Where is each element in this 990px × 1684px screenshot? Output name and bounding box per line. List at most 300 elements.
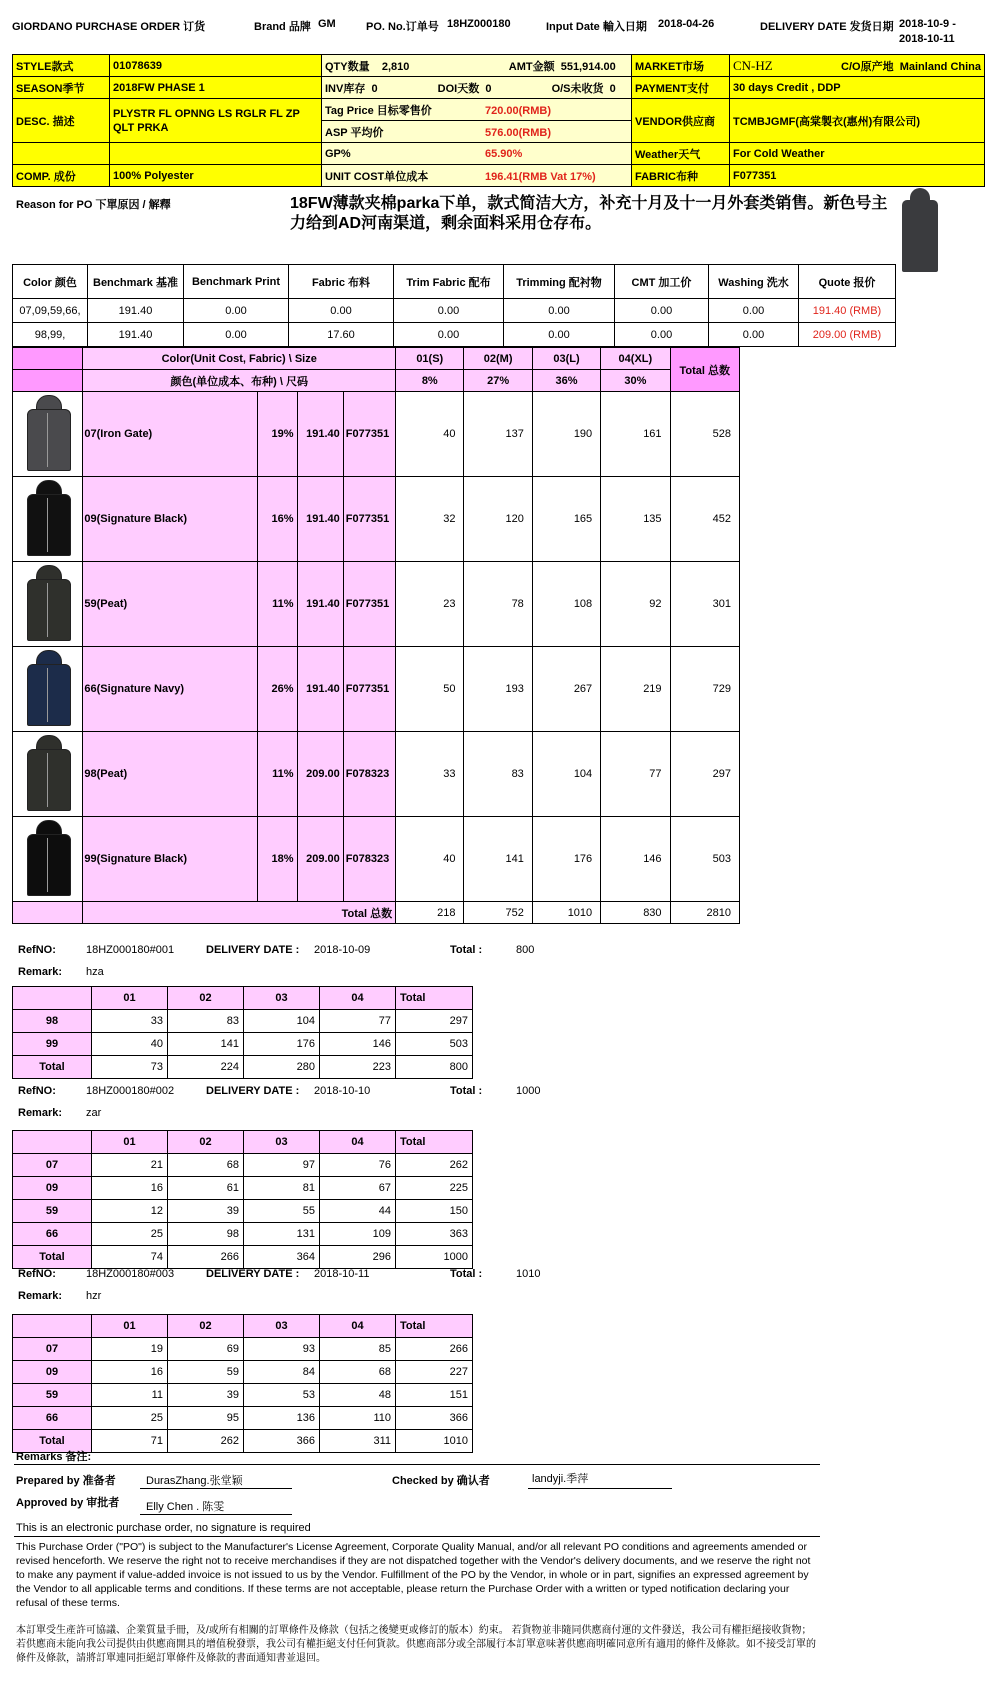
qty-cell: 141: [464, 817, 532, 902]
qty-cell: 81: [244, 1177, 320, 1200]
row-total: 150: [396, 1200, 473, 1223]
shipment-header-cell: 03: [244, 987, 320, 1010]
qty-cell: 61: [168, 1177, 244, 1200]
row-label: 59: [13, 1384, 92, 1407]
weather-label: Weather天气: [632, 143, 730, 165]
remarks-label: Remarks 备注:: [16, 1451, 92, 1463]
qty-cell: 39: [168, 1384, 244, 1407]
row-total: 503: [670, 817, 739, 902]
amt-label: AMT金额: [508, 60, 555, 73]
table-row: [13, 1010, 473, 1033]
vendor-value: TCMBJGMF(高棠製衣(惠州)有限公司): [730, 99, 985, 143]
shipment-total-row: [13, 1246, 473, 1269]
co-value: Mainland China: [899, 60, 981, 73]
color-row: [13, 392, 740, 477]
qty-cell: 11: [92, 1384, 168, 1407]
color-row: [13, 562, 740, 647]
qty-cell: 92: [601, 562, 670, 647]
quote-cell: 191.40 (RMB): [799, 299, 896, 323]
shipment-header-row: [13, 1315, 473, 1338]
qty-cell: 131: [244, 1223, 320, 1246]
tag-price-label: Tag Price 目标零售价: [325, 104, 432, 117]
shipment-table: [12, 1314, 473, 1453]
unit-cost-label: UNIT COST单位成本: [325, 170, 429, 183]
row-label: Total: [13, 1246, 92, 1269]
qty-cell: 25: [92, 1407, 168, 1430]
shipment-header-cell: 02: [168, 1131, 244, 1154]
market-label: MARKET市场: [632, 55, 730, 77]
color-fabric: F077351: [343, 562, 395, 647]
po-info-grid: [12, 54, 985, 187]
qty-cell: 109: [320, 1223, 396, 1246]
shipment-total-value: 1010: [516, 1268, 541, 1280]
total-cell: 364: [244, 1246, 320, 1269]
shipment-header-cell: 01: [92, 1131, 168, 1154]
shipment-total-label: Total :: [450, 1085, 483, 1097]
qty-cell: 135: [601, 477, 670, 562]
cost-header-row: [13, 265, 896, 299]
weather-value: For Cold Weather: [730, 143, 985, 165]
color-fabric: F077351: [343, 647, 395, 732]
doi-label: DOI天数: [437, 82, 480, 95]
color-pct: 11%: [258, 562, 297, 647]
total-label: Total 总数: [83, 902, 396, 924]
cost-cell: 0.00: [709, 299, 799, 323]
qty-cell: 141: [168, 1033, 244, 1056]
shipment-header-cell: 01: [92, 987, 168, 1010]
size-breakdown-table: [12, 347, 740, 924]
vendor-label: VENDOR供应商: [632, 99, 730, 143]
ref-value: 18HZ000180#003: [86, 1268, 175, 1280]
color-fabric: F077351: [343, 392, 395, 477]
checked-label: Checked by 确认者: [392, 1475, 490, 1487]
color-cost: 191.40: [297, 647, 343, 732]
qty-cell: 40: [92, 1033, 168, 1056]
shipment-header-cell: [13, 1131, 92, 1154]
ref-label: RefNO:: [18, 1268, 56, 1280]
quote-cell: 209.00 (RMB): [799, 323, 896, 347]
color-name: 98(Peat): [83, 732, 258, 817]
color-fabric: F077351: [343, 477, 395, 562]
total-cell: 74: [92, 1246, 168, 1269]
qty-cell: 48: [320, 1384, 396, 1407]
legal-text-en: This Purchase Order ("PO") is subject to the Manufacturer's License Agreement, Corporate Quality Manual, and/or all relevant PO conditions and agreements amended or revised henceforth. We reserve the right not to receive merchandises if they are not dispatched together with the Vendor's delivery documents, and we reserve the right not to make any payment if value-added invoice is not issued to us by the Vendor. Fulfillment of the PO by the Vendor, in whole or in part, signifies an expressed agreement by the Vendor to all applicable terms and conditions. If these terms are not acceptable, please return the Purchase Order with a written or typed notification declaring your refusal of these terms.: [16, 1541, 811, 1609]
color-fabric: F078323: [343, 732, 395, 817]
shipment-header-cell: Total: [396, 987, 473, 1010]
qty-cell: 69: [168, 1338, 244, 1361]
cost-cell: 0.00: [615, 323, 709, 347]
delivery-date-start: 2018-10-9 -: [899, 18, 956, 30]
row-label: 59: [13, 1200, 92, 1223]
shipment-header-cell: [13, 987, 92, 1010]
delivery-value: 2018-10-09: [314, 944, 371, 956]
remark-label: Remark:: [18, 1107, 63, 1119]
ref-value: 18HZ000180#002: [86, 1085, 175, 1097]
shipment-total-value: 1000: [516, 1085, 541, 1097]
color-name: 59(Peat): [83, 562, 258, 647]
market-value: CN-HZ: [733, 57, 773, 73]
comp-label: COMP. 成份: [13, 165, 110, 187]
qty-cell: 95: [168, 1407, 244, 1430]
qty-cell: 32: [396, 477, 464, 562]
qty-cell: 40: [396, 392, 464, 477]
color-cost: 191.40: [297, 392, 343, 477]
garment-swatch: [13, 562, 83, 647]
row-total: 452: [670, 477, 739, 562]
style-value: 01078639: [110, 55, 322, 77]
cost-cell: 17.60: [289, 323, 394, 347]
approved-value: Elly Chen . 陈雯: [146, 1501, 225, 1513]
cost-cell: 0.00: [615, 299, 709, 323]
remark-value: zar: [86, 1107, 102, 1119]
row-total: 262: [396, 1154, 473, 1177]
qty-cell: 84: [244, 1361, 320, 1384]
shipment-header-cell: 01: [92, 1315, 168, 1338]
color-pct: 26%: [258, 647, 297, 732]
color-name: 09(Signature Black): [83, 477, 258, 562]
cost-cell: 0.00: [184, 299, 289, 323]
cost-cell: 191.40: [88, 323, 184, 347]
shipment-table: [12, 1130, 473, 1269]
row-total: 297: [670, 732, 739, 817]
total-cell: 73: [92, 1056, 168, 1079]
qty-cell: 93: [244, 1338, 320, 1361]
amt-value: 551,914.00: [560, 60, 616, 73]
checked-value: landyji.季萍: [532, 1473, 589, 1485]
table-row: [13, 1154, 473, 1177]
table-row: [13, 1407, 473, 1430]
cost-cell: 191.40: [88, 299, 184, 323]
qty-cell: 67: [320, 1177, 396, 1200]
row-total: 297: [396, 1010, 473, 1033]
size-header: 03(L): [532, 348, 600, 370]
cost-cell: 0.00: [709, 323, 799, 347]
cost-cell: 0.00: [504, 323, 615, 347]
remark-value: hzr: [86, 1290, 102, 1302]
legal-text-cn: 本訂單受生產許可協議、企業質量手冊，及/或所有相關的訂單條件及條款（包括之後變更或修訂的版本）約束。 若貨物並非隨同供應商付運的文件發送，我公司有權拒絕接收貨物；若供應商未能向我公司提供由供應商開具的增值稅發票，我公司有權拒絕支付任何貨款。供應商部分或全部履行本訂單意味著供應商明確同意所有適用的條件及條款。如不接受訂單的條件及條款，請將訂單連同拒絕訂單條件及條款的書面通知書並退回。: [16, 1625, 816, 1664]
qty-cell: 137: [464, 392, 532, 477]
row-label: 99: [13, 1033, 92, 1056]
header-blank: [13, 370, 83, 392]
total-cell: 296: [320, 1246, 396, 1269]
color-row: [13, 647, 740, 732]
signature-line: [140, 1488, 292, 1489]
shipment-header-cell: 04: [320, 1131, 396, 1154]
shipment-header-cell: [13, 1315, 92, 1338]
qty-cell: 33: [92, 1010, 168, 1033]
cost-cell: 0.00: [184, 323, 289, 347]
size-header: 01(S): [396, 348, 464, 370]
row-label: 09: [13, 1361, 92, 1384]
color-cost: 191.40: [297, 477, 343, 562]
row-label: 98: [13, 1010, 92, 1033]
cost-cell: 0.00: [394, 323, 504, 347]
os-label: O/S未收货: [551, 82, 604, 95]
garment-swatch: [13, 817, 83, 902]
garment-swatch: [13, 392, 83, 477]
signature-line: [528, 1488, 672, 1489]
garment-swatch: [13, 647, 83, 732]
qty-cell: 83: [168, 1010, 244, 1033]
desc-label: DESC. 描述: [13, 99, 110, 143]
qty-cell: 78: [464, 562, 532, 647]
size-header: 04(XL): [601, 348, 670, 370]
garment-swatch: [13, 477, 83, 562]
shipment-header-row: [13, 1131, 473, 1154]
total-cell: 1010: [396, 1430, 473, 1453]
total-cell: 1000: [396, 1246, 473, 1269]
shipment-header-cell: 04: [320, 1315, 396, 1338]
color-pct: 16%: [258, 477, 297, 562]
qty-cell: 193: [464, 647, 532, 732]
qty-cell: 76: [320, 1154, 396, 1177]
row-total: 528: [670, 392, 739, 477]
shipment-header-cell: 02: [168, 1315, 244, 1338]
qty-cell: 40: [396, 817, 464, 902]
qty-cell: 19: [92, 1338, 168, 1361]
color-cost: 209.00: [297, 732, 343, 817]
qty-amt-cell: [322, 55, 632, 77]
qty-cell: 59: [168, 1361, 244, 1384]
row-total: 225: [396, 1177, 473, 1200]
qty-cell: 190: [532, 392, 600, 477]
qty-cell: 85: [320, 1338, 396, 1361]
total-cell: 266: [168, 1246, 244, 1269]
unit-cost-value: 196.41(RMB Vat 17%): [485, 170, 596, 183]
comp-value: 100% Polyester: [110, 165, 322, 187]
empty-cell: [13, 143, 110, 165]
style-label: STYLE款式: [13, 55, 110, 77]
row-total: 227: [396, 1361, 473, 1384]
qty-cell: 68: [320, 1361, 396, 1384]
total-cell: 223: [320, 1056, 396, 1079]
inv-doi-os-cell: [322, 77, 632, 99]
prepared-label: Prepared by 准备者: [16, 1475, 116, 1487]
total-cell: 218: [396, 902, 464, 924]
delivery-value: 2018-10-10: [314, 1085, 371, 1097]
cost-cell: 0.00: [289, 299, 394, 323]
qty-cell: 176: [244, 1033, 320, 1056]
doi-value: 0: [485, 82, 492, 95]
delivery-label: DELIVERY DATE :: [206, 1268, 300, 1280]
color-row: [13, 477, 740, 562]
approved-label: Approved by 审批者: [16, 1497, 120, 1509]
qty-cell: 33: [396, 732, 464, 817]
total-cell: 224: [168, 1056, 244, 1079]
qty-cell: 50: [396, 647, 464, 732]
qty-cell: 110: [320, 1407, 396, 1430]
qty-cell: 146: [601, 817, 670, 902]
total-cell: 280: [244, 1056, 320, 1079]
shipment-total-label: Total :: [450, 1268, 483, 1280]
shipment-header-cell: Total: [396, 1315, 473, 1338]
reason-text: 18FW薄款夹棉parka下单，款式简洁大方，补充十月及十一月外套类销售。新色号主力给到AD河南渠道，剩余面料采用仓存布。: [290, 195, 888, 232]
tag-price-value: 720.00(RMB): [485, 104, 552, 117]
row-label: 09: [13, 1177, 92, 1200]
size-ratio: 8%: [396, 370, 464, 392]
prepared-value: DurasZhang.张堂颖: [146, 1475, 243, 1487]
qty-cell: 219: [601, 647, 670, 732]
total-cell: 752: [464, 902, 532, 924]
garment-swatch: [13, 732, 83, 817]
color-cost: 191.40: [297, 562, 343, 647]
divider: [14, 1464, 820, 1465]
row-total: 366: [396, 1407, 473, 1430]
po-number-value: 18HZ000180: [447, 18, 511, 30]
color-fabric: F078323: [343, 817, 395, 902]
shipment-table: [12, 986, 473, 1079]
color-name: 99(Signature Black): [83, 817, 258, 902]
shipment-total-label: Total :: [450, 944, 483, 956]
reason-label: Reason for PO 下單原因 / 解釋: [16, 199, 171, 211]
brand-value: GM: [318, 18, 336, 30]
table-row: [13, 1033, 473, 1056]
table-row: [13, 1384, 473, 1407]
shipment-header-row: [13, 987, 473, 1010]
divider: [14, 1536, 820, 1537]
os-value: 0: [609, 82, 616, 95]
document-title: GIORDANO PURCHASE ORDER 订货: [12, 21, 206, 33]
color-row: [13, 817, 740, 902]
size-header: 02(M): [464, 348, 532, 370]
unit-cost-cell: [322, 165, 632, 187]
total-cell: 800: [396, 1056, 473, 1079]
remark-label: Remark:: [18, 1290, 63, 1302]
qty-cell: 21: [92, 1154, 168, 1177]
header-blank: [13, 348, 83, 370]
qty-cell: 108: [532, 562, 600, 647]
row-total: 503: [396, 1033, 473, 1056]
asp-cell: [322, 121, 632, 143]
qty-cell: 83: [464, 732, 532, 817]
total-cell: 262: [168, 1430, 244, 1453]
qty-cell: 25: [92, 1223, 168, 1246]
color-row: [13, 732, 740, 817]
total-cell: 71: [92, 1430, 168, 1453]
ref-label: RefNO:: [18, 944, 56, 956]
total-header: Total 总数: [670, 348, 739, 392]
qty-cell: 120: [464, 477, 532, 562]
qty-cell: 97: [244, 1154, 320, 1177]
ref-label: RefNO:: [18, 1085, 56, 1097]
qty-cell: 77: [601, 732, 670, 817]
delivery-value: 2018-10-11: [314, 1268, 370, 1280]
row-label: 66: [13, 1407, 92, 1430]
input-date-value: 2018-04-26: [658, 18, 715, 30]
cost-header-cell: Trim Fabric 配布: [394, 265, 504, 299]
qty-label: QTY数量: [325, 60, 370, 73]
remark-label: Remark:: [18, 966, 63, 978]
cost-cell: 0.00: [394, 299, 504, 323]
input-date-label: Input Date 輸入日期: [546, 21, 647, 33]
cost-cell: 98,99,: [13, 323, 88, 347]
cost-header-cell: Color 颜色: [13, 265, 88, 299]
total-cell: 830: [601, 902, 670, 924]
qty-cell: 68: [168, 1154, 244, 1177]
ref-value: 18HZ000180#001: [86, 944, 175, 956]
qty-cell: 136: [244, 1407, 320, 1430]
row-total: 301: [670, 562, 739, 647]
gp-value: 65.90%: [485, 147, 523, 160]
qty-cell: 98: [168, 1223, 244, 1246]
total-cell: 311: [320, 1430, 396, 1453]
desc-value: PLYSTR FL OPNNG LS RGLR FL ZP QLT PRKA: [110, 99, 322, 143]
size-total-row: [13, 902, 740, 924]
shipment-header-cell: Total: [396, 1131, 473, 1154]
row-label: 07: [13, 1154, 92, 1177]
color-name: 66(Signature Navy): [83, 647, 258, 732]
gp-label: GP%: [325, 147, 351, 160]
color-pct: 18%: [258, 817, 297, 902]
cost-header-cell: Benchmark 基准: [88, 265, 184, 299]
row-label: 66: [13, 1223, 92, 1246]
qty-cell: 55: [244, 1200, 320, 1223]
signature-line: [140, 1514, 292, 1515]
delivery-date-end: 2018-10-11: [899, 33, 955, 45]
table-row: [13, 1223, 473, 1246]
payment-value: 30 days Credit , DDP: [730, 77, 985, 99]
shipment-total-row: [13, 1056, 473, 1079]
fabric-label: FABRIC布种: [632, 165, 730, 187]
table-row: [13, 1177, 473, 1200]
cost-header-cell: Quote 报价: [799, 265, 896, 299]
qty-cell: 77: [320, 1010, 396, 1033]
cost-header-cell: Trimming 配衬物: [504, 265, 615, 299]
row-total: 266: [396, 1338, 473, 1361]
qty-cell: 23: [396, 562, 464, 647]
inv-value: 0: [371, 82, 378, 95]
asp-label: ASP 平均价: [325, 126, 384, 139]
qty-cell: 146: [320, 1033, 396, 1056]
size-header-cn: 颜色(单位成本、布种) \ 尺码: [83, 370, 396, 392]
co-label: C/O原产地: [841, 60, 894, 73]
cost-header-cell: Fabric 布料: [289, 265, 394, 299]
table-row: [13, 1200, 473, 1223]
qty-cell: 161: [601, 392, 670, 477]
row-total: 151: [396, 1384, 473, 1407]
total-blank: [13, 902, 83, 924]
cost-cell: 0.00: [504, 299, 615, 323]
size-ratio: 36%: [532, 370, 600, 392]
brand-label: Brand 品牌: [254, 21, 311, 33]
qty-cell: 12: [92, 1200, 168, 1223]
table-row: [13, 299, 896, 323]
qty-cell: 53: [244, 1384, 320, 1407]
row-total: 729: [670, 647, 739, 732]
empty-cell: [110, 143, 322, 165]
payment-label: PAYMENT支付: [632, 77, 730, 99]
remark-value: hza: [86, 966, 104, 978]
shipment-total-value: 800: [516, 944, 535, 956]
shipment-header-cell: 03: [244, 1315, 320, 1338]
gp-cell: [322, 143, 632, 165]
qty-cell: 39: [168, 1200, 244, 1223]
shipment-header-cell: 04: [320, 987, 396, 1010]
season-label: SEASON季节: [13, 77, 110, 99]
cost-header-cell: CMT 加工价: [615, 265, 709, 299]
qty-cell: 104: [532, 732, 600, 817]
cost-breakdown-table: [12, 264, 896, 347]
delivery-label: DELIVERY DATE :: [206, 1085, 300, 1097]
size-ratio: 27%: [464, 370, 532, 392]
qty-value: 2,810: [381, 60, 410, 73]
row-total: 363: [396, 1223, 473, 1246]
asp-value: 576.00(RMB): [485, 126, 552, 139]
qty-cell: 16: [92, 1177, 168, 1200]
qty-cell: 267: [532, 647, 600, 732]
season-value: 2018FW PHASE 1: [110, 77, 322, 99]
color-pct: 11%: [258, 732, 297, 817]
